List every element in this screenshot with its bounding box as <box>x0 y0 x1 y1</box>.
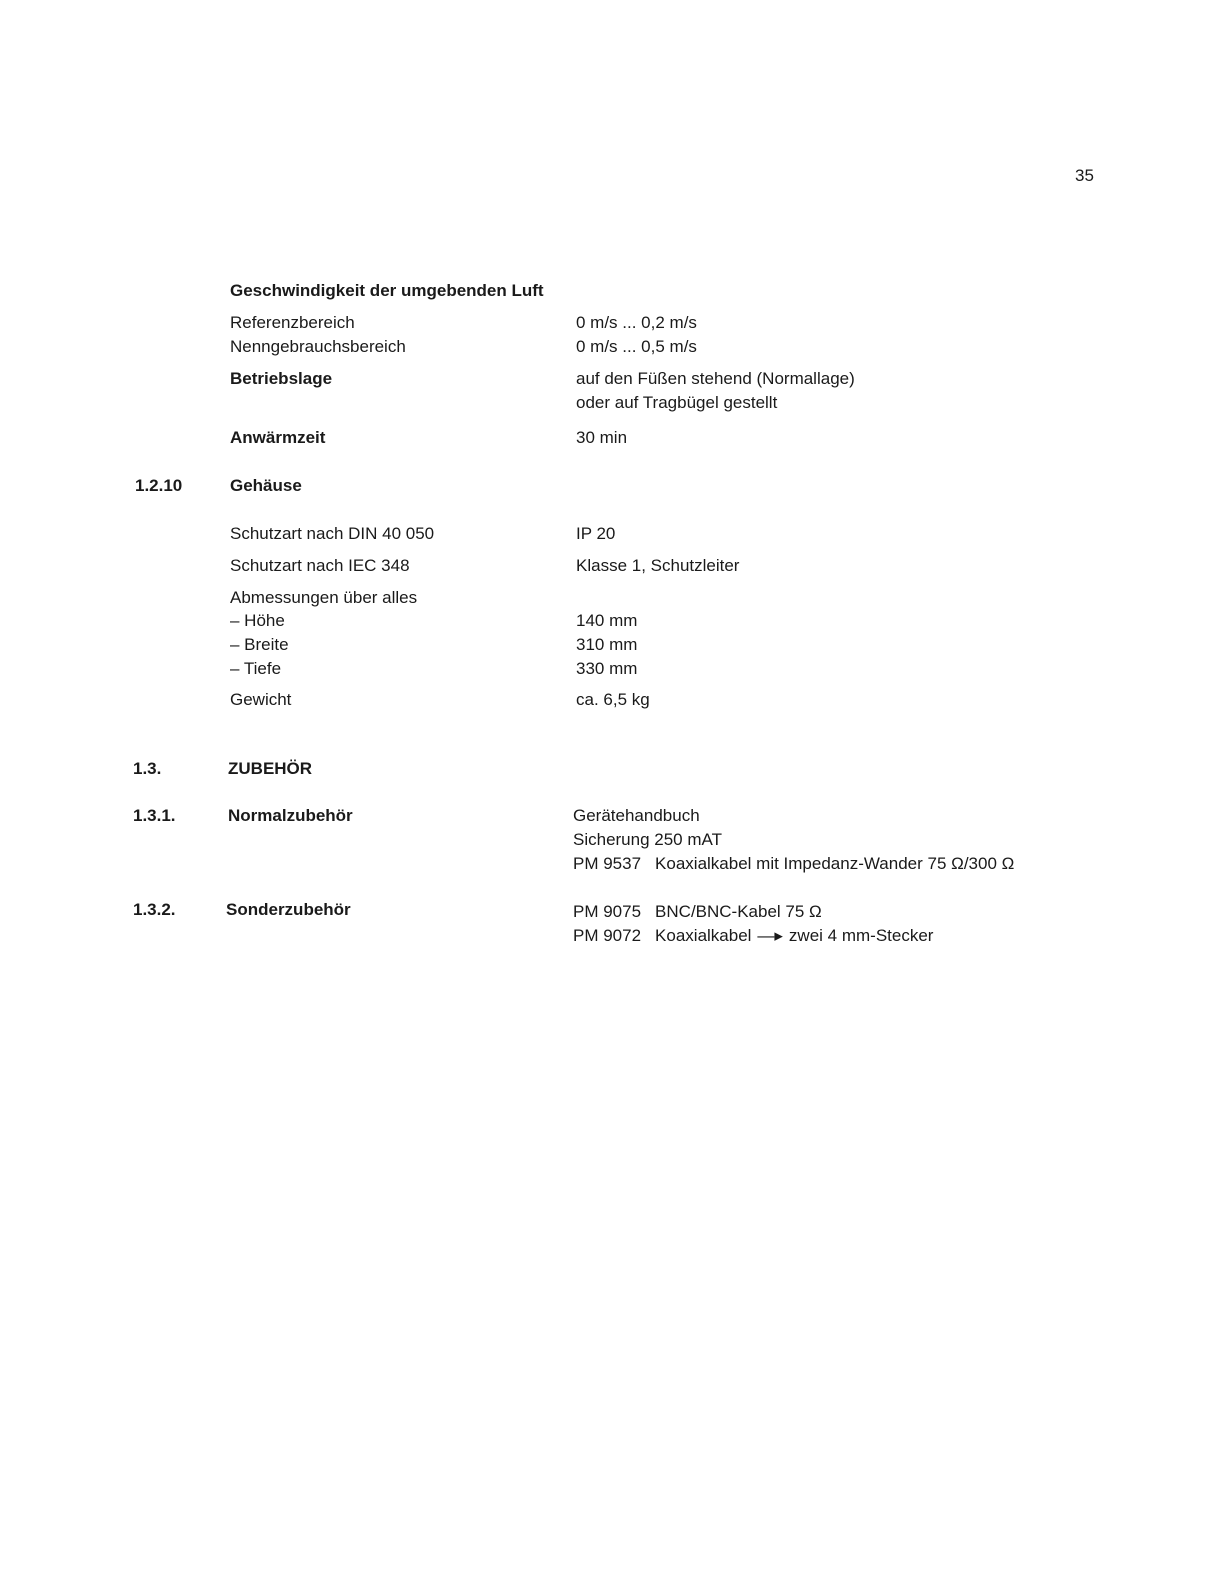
standard-accessory-manual: Gerätehandbuch <box>573 806 700 825</box>
standard-accessories-title: Normalzubehör <box>228 806 353 825</box>
dimensions-label: Abmessungen über alles <box>230 588 418 607</box>
operating-position-label: Betriebslage <box>230 369 333 388</box>
standard-accessory-fuse: Sicherung 250 mAT <box>573 830 722 849</box>
warmup-value: 30 min <box>576 428 628 447</box>
housing-section-number: 1.2.10 <box>135 476 183 495</box>
optional-accessory-desc: Koaxialkabel <box>655 926 752 945</box>
standard-accessory-desc: Koaxialkabel mit Impedanz-Wander 75 Ω/300 Ω <box>655 854 1015 873</box>
standard-accessory-cable <box>573 854 1014 874</box>
dimension-height-label: – Höhe <box>230 611 285 630</box>
housing-section-title: Gehäuse <box>230 476 302 495</box>
optional-accessory-bnc <box>573 902 822 922</box>
protection-iec-label: Schutzart nach IEC 348 <box>230 556 410 575</box>
protection-din-value: IP 20 <box>576 524 616 543</box>
optional-accessory-code: PM 9072 <box>573 926 642 945</box>
operating-position-line-2: oder auf Tragbügel gestellt <box>576 393 778 412</box>
warmup-label: Anwärmzeit <box>230 428 326 447</box>
standard-accessory-code: PM 9537 <box>573 854 642 873</box>
nominal-range-label: Nenngebrauchsbereich <box>230 337 406 356</box>
optional-accessories-title: Sonderzubehör <box>226 900 351 919</box>
operating-position-line-1: auf den Füßen stehend (Normallage) <box>576 369 855 388</box>
nominal-range-value: 0 m/s ... 0,5 m/s <box>576 337 697 356</box>
standard-accessories-number: 1.3.1. <box>133 806 176 825</box>
accessories-section-number: 1.3. <box>133 759 162 778</box>
weight-value: ca. 6,5 kg <box>576 690 650 709</box>
protection-din-label: Schutzart nach DIN 40 050 <box>230 524 435 543</box>
arrow-right-icon: —▸ <box>757 926 783 945</box>
optional-accessory-desc: BNC/BNC-Kabel 75 Ω <box>655 902 822 921</box>
weight-label: Gewicht <box>230 690 292 709</box>
dimension-width-label: – Breite <box>230 635 289 654</box>
optional-accessory-code: PM 9075 <box>573 902 642 921</box>
dimension-depth-label: – Tiefe <box>230 659 282 678</box>
accessories-section-title: ZUBEHÖR <box>228 759 313 778</box>
air-speed-heading: Geschwindigkeit der umgebenden Luft <box>230 281 544 300</box>
optional-accessories-number: 1.3.2. <box>133 900 176 919</box>
page-number: 35 <box>1075 166 1094 185</box>
dimension-depth-value: 330 mm <box>576 659 638 678</box>
optional-accessory-coax <box>573 926 933 946</box>
reference-range-value: 0 m/s ... 0,2 m/s <box>576 313 697 332</box>
protection-iec-value: Klasse 1, Schutzleiter <box>576 556 740 575</box>
dimension-height-value: 140 mm <box>576 611 638 630</box>
dimension-width-value: 310 mm <box>576 635 638 654</box>
optional-accessory-desc-2: zwei 4 mm-Stecker <box>788 926 934 945</box>
reference-range-label: Referenzbereich <box>230 313 355 332</box>
